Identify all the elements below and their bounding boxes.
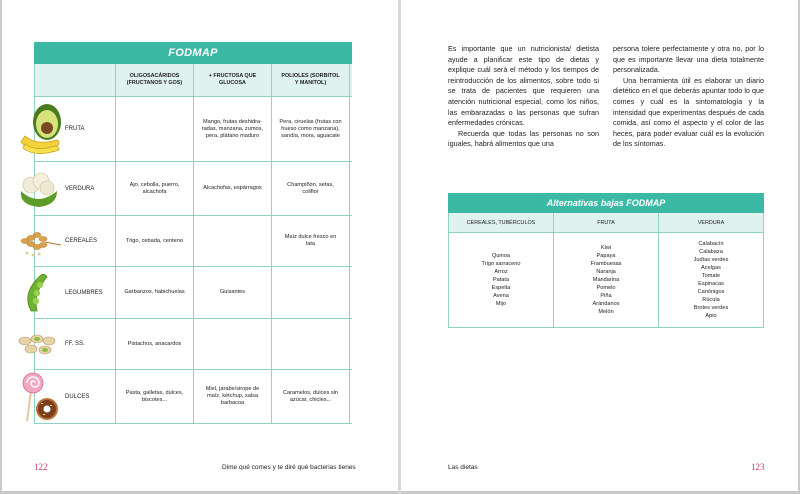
cell — [194, 162, 272, 215]
list-item: Avena — [493, 293, 509, 299]
header-text: OLIGOSACÁRIDOS (FRUCTANOS Y GOS) — [126, 73, 183, 86]
cell — [194, 370, 272, 423]
text-column-right — [613, 44, 764, 150]
fodmap-table-title: FODMAP — [34, 42, 352, 64]
cell-text: Pistachos, anacardos — [127, 340, 182, 347]
alternatives-header-row — [449, 213, 764, 233]
row-label-cell — [35, 162, 116, 215]
row-label-legumbres: LEGUMBRES — [65, 289, 103, 296]
table-row-legumbres — [35, 267, 352, 319]
header-cereales: CEREALES, TUBÉRCULOS — [449, 213, 554, 232]
cell-text: Garbanzos, habichuelas — [124, 289, 185, 295]
cell-text: Alcachofas, espárragos — [203, 185, 262, 191]
alternatives-grid — [448, 213, 764, 328]
list-item: Kiwi — [600, 245, 612, 251]
left-page-number: 122 — [34, 462, 48, 472]
row-label-cell — [35, 319, 116, 369]
cell-text: Maíz dulce fresco en lata — [284, 234, 337, 247]
wheat-icon — [17, 221, 63, 261]
table-row-cereales — [35, 216, 352, 267]
list-item: Judías verdes — [693, 257, 729, 263]
list-item: Brotes verdes — [693, 305, 729, 311]
table-row-fruta — [35, 97, 352, 162]
peapod-icon — [17, 271, 61, 315]
cell-text: Mango, frutas deshidra- tadas, manzana, zumos, pera, plátano maduro — [202, 118, 263, 139]
cell — [116, 162, 194, 215]
row-label-cereales: CEREALES — [65, 238, 98, 244]
row-label-verdura: VERDURA — [65, 185, 95, 192]
text-column-left — [448, 44, 599, 150]
header-text: POLIOLES (SORBITOL Y MANITOL) — [281, 73, 340, 86]
sweets-icon — [17, 371, 63, 423]
alternatives-table — [448, 193, 764, 328]
list-item: Apio — [705, 313, 717, 319]
cell — [194, 216, 272, 266]
cell — [194, 97, 272, 161]
list-item: Canónigos — [697, 289, 725, 295]
list-item: Arroz — [494, 269, 508, 275]
verdura-list — [659, 233, 764, 327]
cell — [272, 162, 350, 215]
paragraph: Recuerda que todas las personas no son iguales, habrá alimentos que una — [448, 128, 599, 149]
list-item: Naranja — [596, 269, 616, 275]
list-item: Espelta — [491, 285, 511, 291]
cell — [194, 267, 272, 318]
header-text: + FRUCTOSA QUE GLUCOSA — [208, 73, 257, 86]
table-row-dulces — [35, 370, 352, 424]
list-item: Melón — [598, 309, 614, 315]
header-oligosacaridos — [116, 64, 194, 96]
row-label-cell — [35, 216, 116, 266]
table-row-ff-ss — [35, 319, 352, 370]
list-item: Arándanos — [592, 301, 620, 307]
fodmap-grid — [34, 64, 352, 424]
fodmap-header-row — [35, 64, 352, 97]
cell — [116, 97, 194, 161]
list-item: Frambuesas — [590, 261, 622, 267]
list-item: Papaya — [596, 253, 616, 259]
cell-text: Champiñón, setas, coliflor — [287, 181, 334, 195]
right-page-number: 123 — [751, 462, 765, 472]
header-verdura: VERDURA — [659, 213, 764, 232]
fruit-icon — [17, 102, 65, 156]
list-item: Espinacas — [698, 281, 724, 287]
fruta-list — [554, 233, 659, 327]
row-label-cell — [35, 370, 116, 423]
cell-text: Caramelos, dulces sin azúcar, chicles... — [282, 389, 339, 403]
cell — [116, 216, 194, 266]
list-item: Acelgas — [701, 265, 721, 271]
row-label-fruta: FRUTA — [65, 126, 85, 132]
cell — [272, 370, 350, 423]
paragraph: Es importante que un nutricionista/ dietista ayude a planificar este tipo de dietas y explique cuál será el método y los tiempos de reintroducción de los alimentos, sobre todo si se trata de pacientes que requieren una atención nutricional especial, como los niños, las embarazadas o las personas que sufran enfermedades crónicas. — [448, 44, 599, 128]
cell-text: Pasta, galletas, dulces, biscotes... — [125, 389, 184, 403]
row-label-ff-ss: FF. SS. — [65, 341, 85, 347]
cell — [116, 319, 194, 369]
cell — [272, 319, 350, 369]
list-item: Mandarina — [592, 277, 620, 283]
list-item: Trigo sarraceno — [481, 261, 521, 267]
cereales-list — [449, 233, 554, 327]
alternatives-row — [449, 233, 764, 328]
row-label-dulces: DULCES — [65, 393, 90, 400]
list-item: Piña — [600, 293, 612, 299]
right-running-title: Las dietas — [448, 464, 478, 471]
alternatives-table-title: Alternativas bajas FODMAP — [448, 193, 764, 213]
cell-text: Ajo, cebolla, puerro, alcachofa — [129, 181, 180, 195]
list-item: Rúcula — [702, 297, 720, 303]
cell-text: Miel, jarabe/sirope de maíz, kétchup, salsa barbacoa — [205, 386, 260, 406]
list-item: Mijo — [495, 301, 507, 307]
cell-text: Pera, ciruelas (frutas con hueso como manzana), sandía, mora, aguacate — [279, 118, 342, 139]
cell — [272, 97, 350, 161]
list-item: Patata — [492, 277, 510, 283]
cell — [116, 370, 194, 423]
header-blank-cell — [35, 64, 116, 96]
list-item: Calabacín — [698, 241, 724, 247]
cell — [194, 319, 272, 369]
list-item: Tomate — [701, 273, 721, 279]
row-label-cell — [35, 97, 116, 161]
cell — [116, 267, 194, 318]
table-row-verdura — [35, 162, 352, 216]
cauliflower-icon — [17, 169, 61, 209]
header-fructosa — [194, 64, 272, 96]
row-label-cell — [35, 267, 116, 318]
list-item: Quinoa — [491, 253, 511, 259]
header-polioles — [272, 64, 350, 96]
paragraph: Una herramienta útil es elaborar un diario dietético en el que deberás apuntar todo lo que comes y cuál es la sintomatología y la intensidad que experimentas después de cada comida, así como el aspecto y el color de las heces, para poder evaluar cuál es la evolución de los síntomas. — [613, 75, 764, 149]
cell-text: Trigo, cebada, centeno — [125, 237, 183, 244]
cell — [272, 267, 350, 318]
list-item: Pomelo — [596, 285, 616, 291]
fodmap-table — [34, 42, 352, 424]
paragraph: persona tolere perfectamente y otra no, por lo que es importante llevar una dieta totalmente personalizada. — [613, 44, 764, 75]
cell-text: Guisantes — [219, 289, 246, 295]
left-running-title: Dime qué comes y te diré qué bacterias tienes — [222, 464, 356, 471]
cell — [272, 216, 350, 266]
list-item: Calabaza — [699, 249, 723, 255]
pistachio-icon — [17, 329, 63, 359]
header-fruta: FRUTA — [554, 213, 659, 232]
